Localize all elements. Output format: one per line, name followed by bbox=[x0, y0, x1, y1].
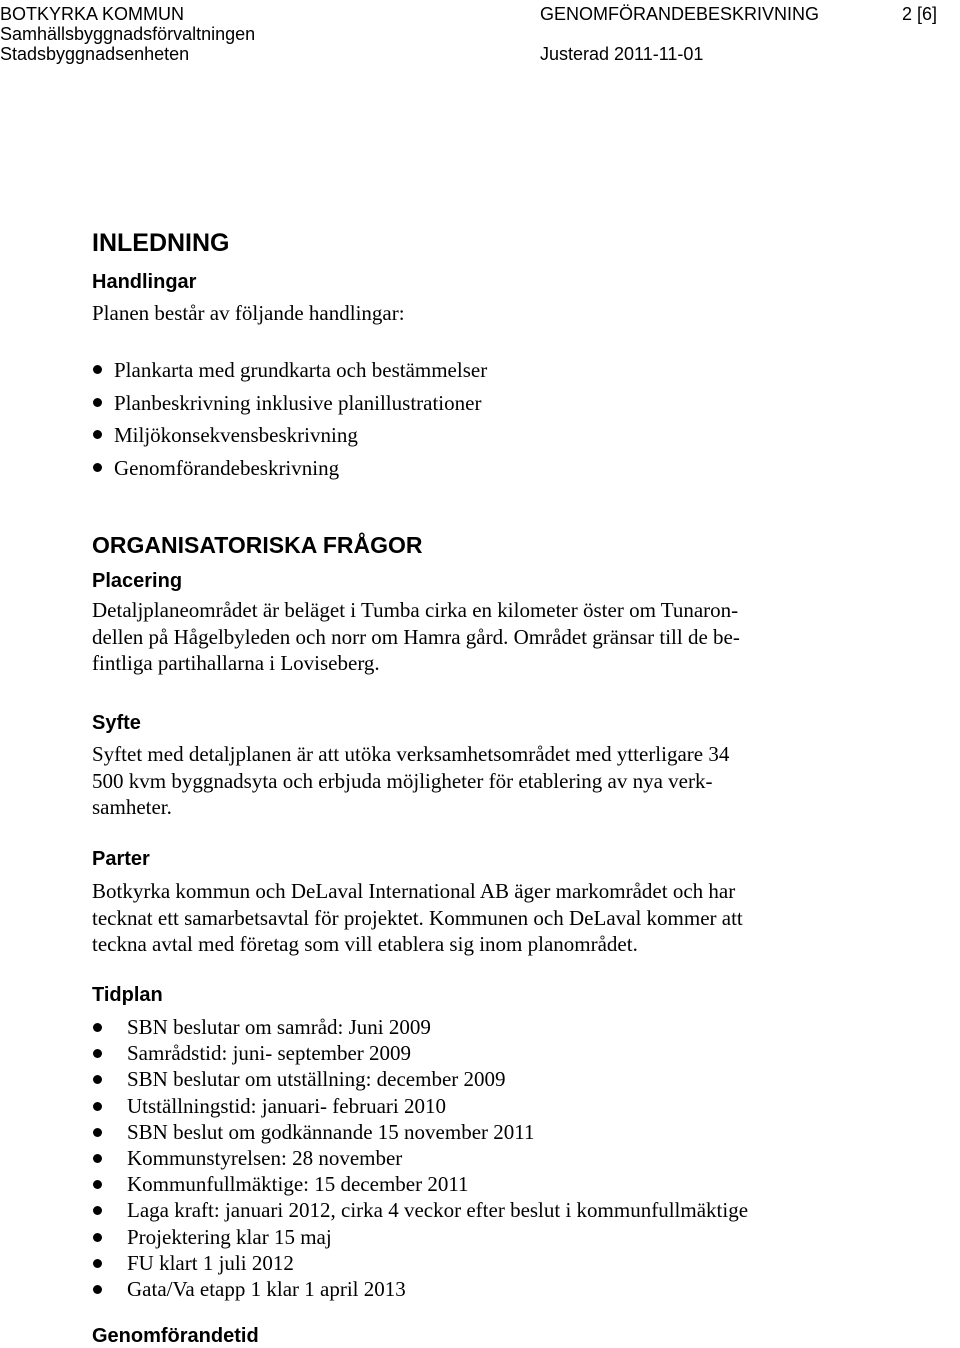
paragraph-line: teckna avtal med företag som vill etablera sig inom planområdet. bbox=[92, 932, 638, 956]
paragraph-line: Detaljplaneområdet är beläget i Tumba cirka en kilometer öster om Tunaron- bbox=[92, 598, 739, 622]
header-org: BOTKYRKA KOMMUN bbox=[0, 4, 185, 24]
list-item: Utställningstid: januari- februari 2010 bbox=[92, 1093, 748, 1119]
section-heading-inledning: INLEDNING bbox=[92, 229, 230, 257]
list-item: Plankarta med grundkarta och bestämmelser bbox=[92, 354, 487, 387]
list-item: SBN beslutar om samråd: Juni 2009 bbox=[92, 1014, 748, 1040]
list-item: FU klart 1 juli 2012 bbox=[92, 1250, 748, 1276]
subheading-placering: Placering bbox=[92, 570, 183, 592]
subheading-tidplan: Tidplan bbox=[92, 984, 163, 1006]
tidplan-list bbox=[92, 1014, 748, 1302]
handlingar-list bbox=[92, 354, 487, 484]
section-heading-organisatoriska-fragor: ORGANISATORISKA FRÅGOR bbox=[92, 532, 423, 558]
paragraph-line: samheter. bbox=[92, 795, 172, 819]
subheading-handlingar: Handlingar bbox=[92, 271, 197, 293]
list-item: Projektering klar 15 maj bbox=[92, 1224, 748, 1250]
list-item: Laga kraft: januari 2012, cirka 4 veckor efter beslut i kommunfullmäktige bbox=[92, 1197, 748, 1223]
subheading-genomforandetid: Genomförandetid bbox=[92, 1325, 259, 1347]
paragraph-line: tecknat ett samarbetsavtal för projektet. Kommunen och DeLaval kommer att bbox=[92, 905, 743, 930]
list-item: Samrådstid: juni- september 2009 bbox=[92, 1040, 748, 1066]
paragraph-line: 500 kvm byggnadsyta och erbjuda möjligheter för etablering av nya verk- bbox=[92, 768, 713, 793]
list-item: Gata/Va etapp 1 klar 1 april 2013 bbox=[92, 1276, 748, 1302]
list-item: Kommunfullmäktige: 15 december 2011 bbox=[92, 1171, 748, 1197]
subheading-parter: Parter bbox=[92, 848, 150, 870]
handlingar-intro: Planen består av följande handlingar: bbox=[92, 301, 405, 325]
header-unit: Stadsbyggnadsenheten bbox=[0, 44, 190, 64]
header-doc-title: GENOMFÖRANDEBESKRIVNING bbox=[540, 4, 820, 24]
paragraph-line: Botkyrka kommun och DeLaval International AB äger markområdet och har bbox=[92, 879, 736, 903]
list-item: SBN beslut om godkännande 15 november 2011 bbox=[92, 1119, 748, 1145]
syfte-paragraph bbox=[92, 741, 729, 821]
paragraph-line: fintliga partihallarna i Loviseberg. bbox=[92, 651, 380, 675]
paragraph-line: Syftet med detaljplanen är att utöka verksamhetsområdet med ytterligare 34 bbox=[92, 742, 730, 766]
list-item: Planbeskrivning inklusive planillustrationer bbox=[92, 387, 487, 420]
header-dept: Samhällsbyggnadsförvaltningen bbox=[0, 24, 256, 44]
subheading-syfte: Syfte bbox=[92, 712, 141, 734]
placering-paragraph bbox=[92, 597, 740, 677]
list-item: SBN beslutar om utställning: december 2009 bbox=[92, 1066, 748, 1092]
list-item: Genomförandebeskrivning bbox=[92, 452, 487, 485]
paragraph-line: dellen på Hågelbyleden och norr om Hamra gård. Området gränsar till de be- bbox=[92, 624, 740, 649]
header-adjusted-date: Justerad 2011-11-01 bbox=[540, 44, 704, 64]
parter-paragraph bbox=[92, 878, 743, 958]
header-page-number: 2 [6] bbox=[902, 4, 938, 24]
list-item: Miljökonsekvensbeskrivning bbox=[92, 419, 487, 452]
list-item: Kommunstyrelsen: 28 november bbox=[92, 1145, 748, 1171]
